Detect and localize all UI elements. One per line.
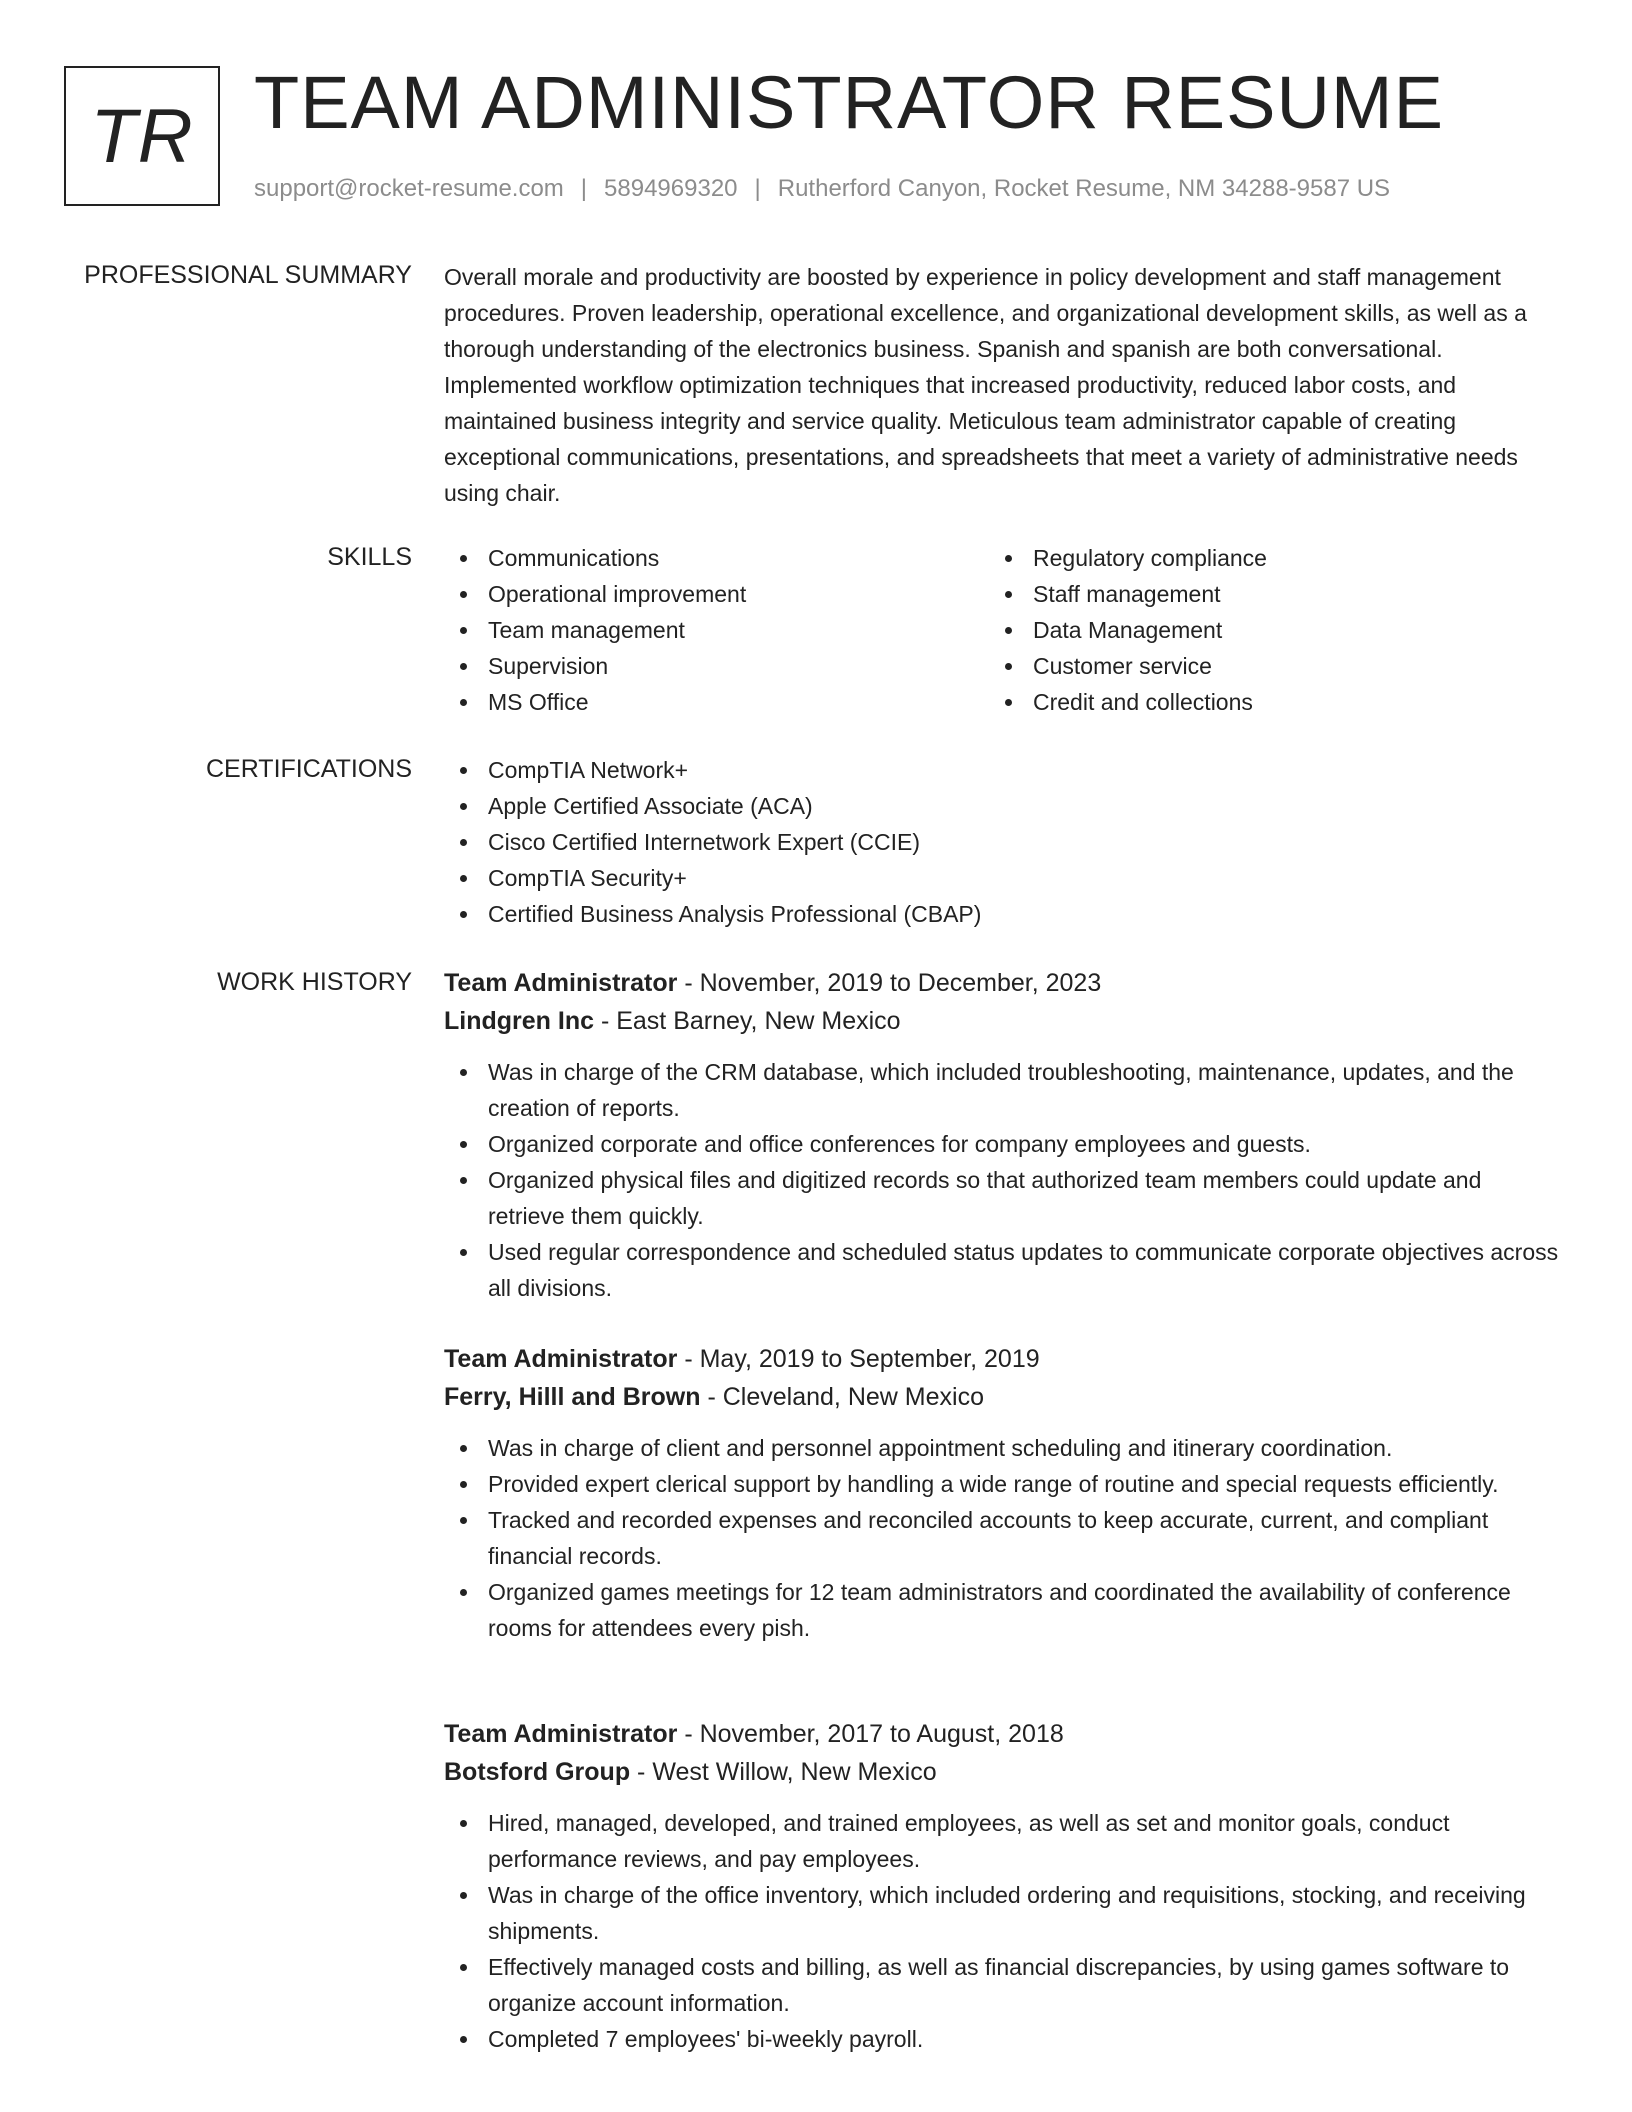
job-duties-list xyxy=(444,1805,1560,2057)
job-title: Team Administrator xyxy=(444,1720,678,1748)
job-duties-list xyxy=(444,1430,1560,1646)
contact-address: Rutherford Canyon, Rocket Resume, NM 34288-9587 US xyxy=(777,175,1391,202)
monogram-initials: TR xyxy=(90,93,194,179)
job-dates: - November, 2019 to December, 2023 xyxy=(684,969,1102,997)
job-company-line xyxy=(444,1002,1560,1040)
skills-list-left xyxy=(444,540,984,720)
certifications-list xyxy=(444,752,1560,932)
certification-item: Cisco Certified Internetwork Expert (CCIE) xyxy=(444,824,1560,860)
skill-item: Team management xyxy=(444,612,984,648)
job-duty-item: Effectively managed costs and billing, as well as financial discrepancies, by using games software to organize account information. xyxy=(444,1949,1560,2021)
summary-heading: PROFESSIONAL SUMMARY xyxy=(84,261,412,289)
skill-item: Regulatory compliance xyxy=(989,540,1529,576)
job-duty-item: Hired, managed, developed, and trained employees, as well as set and monitor goals, conduct performance reviews, and pay employees. xyxy=(444,1805,1560,1877)
monogram-logo xyxy=(64,66,220,206)
skill-item: Customer service xyxy=(989,648,1529,684)
job-duty-item: Organized physical files and digitized records so that authorized team members could update and retrieve them quickly. xyxy=(444,1162,1560,1234)
contact-phone: 5894969320 xyxy=(604,175,738,202)
skill-item: Communications xyxy=(444,540,984,576)
job-location: - West Willow, New Mexico xyxy=(637,1758,937,1786)
job-title-line xyxy=(444,1340,1560,1378)
job-company-line xyxy=(444,1753,1560,1791)
certification-item: Apple Certified Associate (ACA) xyxy=(444,788,1560,824)
certifications-body xyxy=(444,752,1560,932)
job-duty-item: Completed 7 employees' bi-weekly payroll. xyxy=(444,2021,1560,2057)
certification-item: CompTIA Network+ xyxy=(444,752,1560,788)
skill-item: MS Office xyxy=(444,684,984,720)
contact-separator: | xyxy=(754,175,761,202)
job-company: Lindgren Inc xyxy=(444,1007,594,1035)
skill-item: Credit and collections xyxy=(989,684,1529,720)
summary-text: Overall morale and productivity are boosted by experience in policy development and staff management procedures. Proven leadership, operational excellence, and organizational development skills, as well as a thorough understanding of the electronics business. Spanish and spanish are both conversational. Implemented workflow optimization techniques that increased productivity, reduced labor costs, and maintained business integrity and service quality. Meticulous team administrator capable of creating exceptional communications, presentations, and spreadsheets that meet a variety of administrative needs using chair. xyxy=(444,264,1527,506)
skill-item: Data Management xyxy=(989,612,1529,648)
job-title: Team Administrator xyxy=(444,969,678,997)
skills-list-right xyxy=(989,540,1529,720)
job-title-line xyxy=(444,1715,1560,1753)
skills-heading: SKILLS xyxy=(327,543,412,571)
skill-item: Operational improvement xyxy=(444,576,984,612)
job-duty-item: Used regular correspondence and scheduled status updates to communicate corporate objectives across all divisions. xyxy=(444,1234,1560,1306)
contact-separator: | xyxy=(580,175,588,202)
skill-item: Supervision xyxy=(444,648,984,684)
job-duty-item: Tracked and recorded expenses and reconciled accounts to keep accurate, current, and compliant financial records. xyxy=(444,1502,1560,1574)
job-title-line xyxy=(444,964,1560,1002)
job-duty-item: Was in charge of the CRM database, which included troubleshooting, maintenance, updates, and the creation of reports. xyxy=(444,1054,1560,1126)
job-duty-item: Organized corporate and office conferences for company employees and guests. xyxy=(444,1126,1560,1162)
resume-title: TEAM ADMINISTRATOR RESUME xyxy=(254,61,1444,144)
certification-item: CompTIA Security+ xyxy=(444,860,1560,896)
certifications-heading: CERTIFICATIONS xyxy=(205,755,412,783)
job-title: Team Administrator xyxy=(444,1345,678,1373)
job-location: - East Barney, New Mexico xyxy=(600,1007,901,1035)
job-company: Botsford Group xyxy=(444,1758,631,1786)
skill-item: Staff management xyxy=(989,576,1529,612)
certification-item: Certified Business Analysis Professional (CBAP) xyxy=(444,896,1560,932)
contact-email: support@rocket-resume.com xyxy=(254,175,564,202)
work-history-heading: WORK HISTORY xyxy=(217,968,412,996)
job-company: Ferry, Hilll and Brown xyxy=(444,1383,701,1411)
job-duty-item: Organized games meetings for 12 team administrators and coordinated the availability of conference rooms for attendees every pish. xyxy=(444,1574,1560,1646)
job-company-line xyxy=(444,1378,1560,1416)
job-duties-list xyxy=(444,1054,1560,1306)
contact-line xyxy=(254,172,1390,206)
job-duty-item: Was in charge of the office inventory, which included ordering and requisitions, stocking, and receiving shipments. xyxy=(444,1877,1560,1949)
job-entry xyxy=(444,1715,1560,2057)
job-entry xyxy=(444,964,1560,1306)
job-dates: - November, 2017 to August, 2018 xyxy=(684,1720,1064,1748)
job-duty-item: Was in charge of client and personnel appointment scheduling and itinerary coordination. xyxy=(444,1430,1560,1466)
job-duty-item: Provided expert clerical support by handling a wide range of routine and special requests efficiently. xyxy=(444,1466,1560,1502)
job-location: - Cleveland, New Mexico xyxy=(707,1383,984,1411)
job-entry xyxy=(444,1340,1560,1646)
job-dates: - May, 2019 to September, 2019 xyxy=(684,1345,1040,1373)
